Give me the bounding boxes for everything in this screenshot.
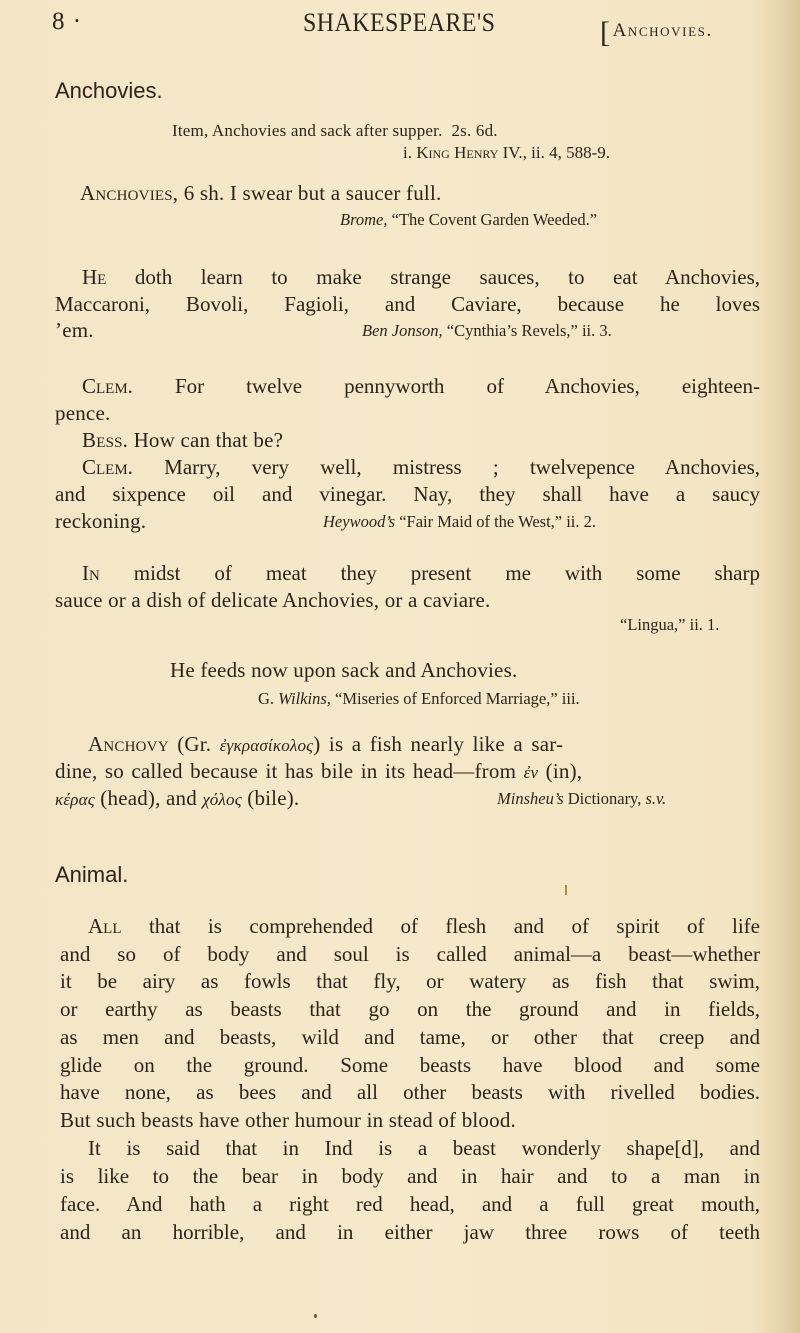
section-name: Anchovies.	[612, 20, 713, 41]
paragraph-line: face. And hath a right red head, and a full great mouth,	[60, 1192, 760, 1216]
paragraph-line: it be airy as fowls that fly, or watery as fish that swim,	[60, 969, 760, 993]
section-heading-animal: Animal.	[55, 862, 129, 887]
paragraph-line: Anchovy (Gr. ἐγκρασίκολος) is a fish nearly like a sar-	[88, 732, 564, 756]
paragraph-line: But such beasts have other humour in stead of blood.	[60, 1108, 516, 1132]
paragraph-line: or earthy as beasts that go on the ground and in fields,	[60, 997, 760, 1021]
paragraph-line: as men and beasts, wild and tame, or other that creep and	[60, 1025, 760, 1049]
dialogue-line: pence.	[55, 401, 111, 425]
page-number: 8 ·	[52, 8, 83, 35]
running-section	[600, 10, 713, 49]
paragraph-line: κέρας (head), and χόλος (bile).	[55, 786, 300, 810]
paragraph-line: Maccaroni, Bovoli, Fagioli, and Caviare, because he loves	[55, 292, 760, 316]
paragraph-line: glide on the ground. Some beasts have blood and some	[60, 1053, 760, 1077]
paragraph-line: and so of body and soul is called animal—a beast—whether	[60, 942, 760, 966]
paragraph-line: In midst of meat they present me with some sharp	[82, 561, 760, 585]
dialogue-line: Clem. For twelve pennyworth of Anchovies, eighteen-	[82, 374, 760, 398]
section-heading-anchovies: Anchovies.	[55, 78, 163, 103]
dialogue-line: Bess. How can that be?	[82, 428, 284, 452]
paragraph-line: It is said that in Ind is a beast wonderly shape[d], and	[88, 1136, 760, 1160]
quote-line: He feeds now upon sack and Anchovies.	[170, 658, 518, 682]
citation: Brome, “The Covent Garden Weeded.”	[340, 210, 598, 229]
paragraph-line: dine, so called because it has bile in its head—from ἐν (in),	[55, 759, 583, 783]
paragraph-line: He doth learn to make strange sauces, to eat Anchovies,	[82, 265, 761, 289]
paragraph-line: ’em.	[55, 318, 94, 342]
paragraph-line: All that is comprehended of flesh and of spirit of life	[88, 914, 760, 938]
running-title: SHAKESPEARE'S	[303, 8, 496, 37]
running-head	[0, 8, 800, 48]
citation: i. King Henry IV., ii. 4, 588-9.	[403, 143, 610, 162]
quote-line: Anchovies, 6 sh. I swear but a saucer full.	[80, 181, 442, 205]
citation: Heywood’s “Fair Maid of the West,” ii. 2.	[323, 512, 597, 531]
citation: Minsheu’s Dictionary, s.v.	[497, 789, 667, 808]
dialogue-line: reckoning.	[55, 509, 147, 533]
quote-item: Item, Anchovies and sack after supper. 2s. 6d.	[172, 121, 498, 140]
citation: G. Wilkins, “Miseries of Enforced Marriage,” iii.	[258, 689, 580, 708]
bracket: [	[600, 16, 612, 49]
paragraph-line: and an horrible, and in either jaw three rows of teeth	[60, 1220, 760, 1244]
paragraph-line: sauce or a dish of delicate Anchovies, or a caviare.	[55, 588, 491, 612]
paragraph-line: have none, as bees and all other beasts with rivelled bodies.	[60, 1080, 760, 1104]
paper-blemish	[565, 885, 567, 895]
citation: Ben Jonson, “Cynthia’s Revels,” ii. 3.	[362, 321, 612, 340]
paper-speck	[314, 1314, 317, 1318]
dialogue-line: Clem. Marry, very well, mistress ; twelvepence Anchovies,	[82, 455, 760, 479]
citation: “Lingua,” ii. 1.	[620, 615, 720, 634]
paragraph-line: is like to the bear in body and in hair and to a man in	[60, 1164, 760, 1188]
dialogue-line: and sixpence oil and vinegar. Nay, they shall have a saucy	[55, 482, 760, 506]
